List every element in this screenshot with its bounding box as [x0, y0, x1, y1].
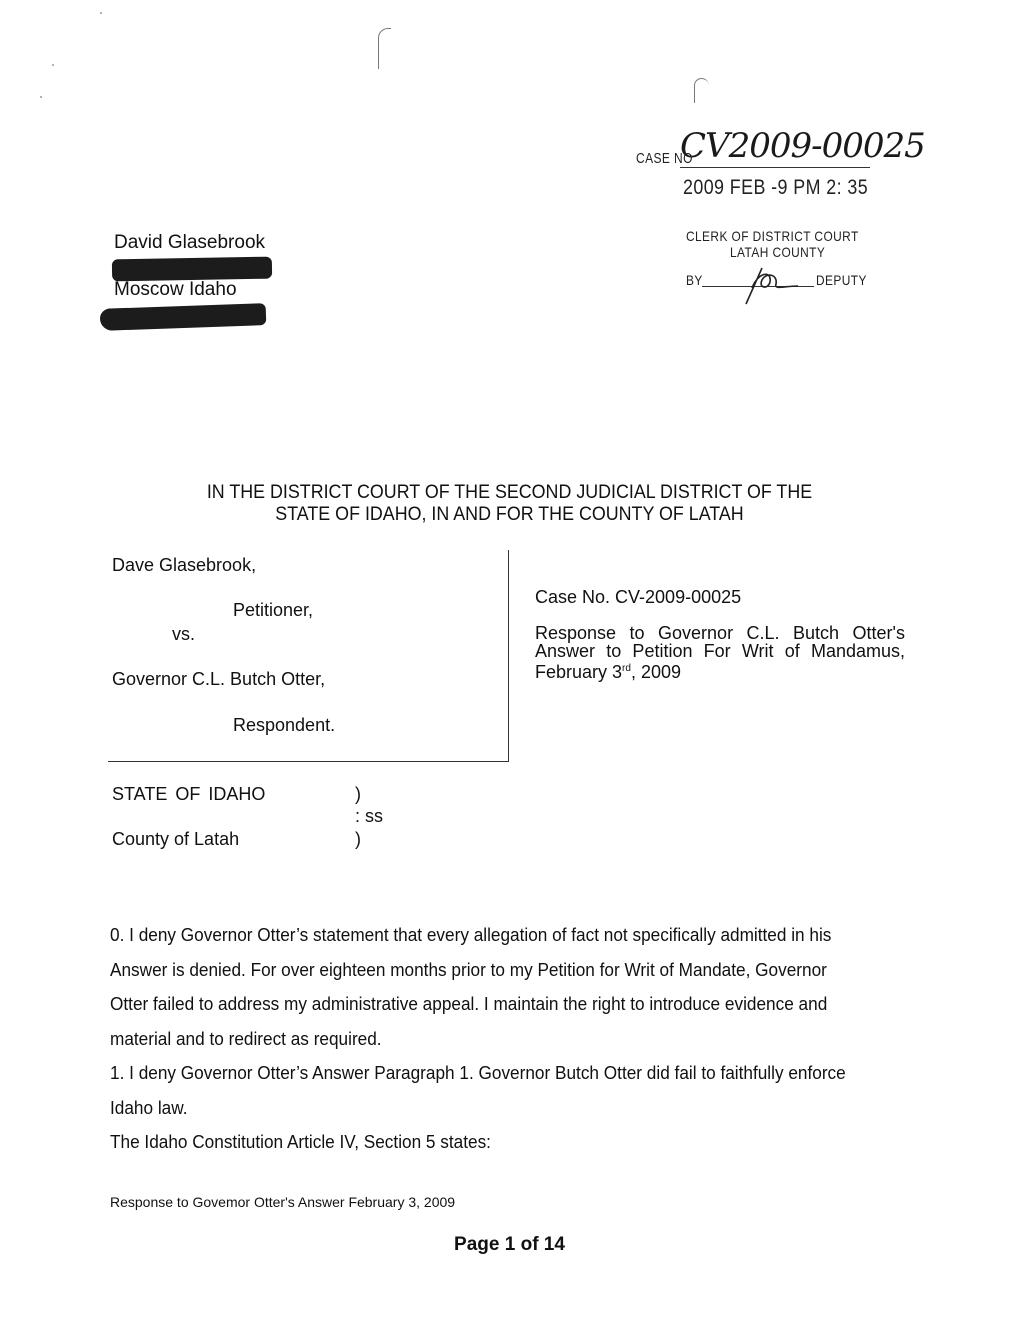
scan-speck — [40, 96, 42, 98]
scan-speck — [52, 64, 54, 66]
venue-paren-bottom: ) — [355, 829, 361, 849]
scan-hole-mark — [694, 78, 709, 103]
page-number: Page 1 of 14 — [454, 1234, 565, 1255]
paragraph-0: 0. I deny Governor Otter’s statement that every allegation of fact not specifically admitted in his Answer is denied. For over eighteen months prior to my Petition for Writ of Mandate, Governor Otter failed to address my administrative appeal. I maintain the right to introduce evidence and material and to redirect as required. — [110, 924, 832, 1049]
paragraph-1: 1. I deny Governor Otter’s Answer Paragraph 1. Governor Butch Otter did fail to faithfully enforce Idaho law. — [110, 1062, 846, 1118]
versus-label: vs. — [172, 624, 196, 644]
redaction-bar — [100, 303, 267, 331]
caption-divider-vertical — [508, 550, 509, 762]
clerk-line-1: CLERK OF DISTRICT COURT — [686, 228, 859, 244]
respondent-role: Respondent. — [233, 715, 336, 735]
petitioner-role: Petitioner, — [233, 600, 314, 620]
case-no-handwritten: CV2009-00025 — [680, 126, 925, 166]
case-no-underline — [680, 167, 870, 168]
petitioner-name: Dave Glasebrook, — [112, 555, 257, 575]
document-title-main: Response to Governor C.L. Butch Otter's Answer to Petition For Writ of Mandamus, February 3 — [535, 623, 905, 682]
venue-ss: : ss — [355, 806, 384, 826]
filer-name: David Glasebrook — [114, 232, 266, 253]
footer-running-title: Response to Govemor Otter's Answer February 3, 2009 — [110, 1194, 456, 1210]
venue-state: STATE OF IDAHO — [112, 784, 266, 804]
clerk-line-2: LATAH COUNTY — [730, 244, 826, 260]
case-number: Case No. CV-2009-00025 — [535, 587, 742, 607]
scan-speck — [100, 12, 102, 14]
scan-hole-mark — [378, 28, 391, 69]
filed-date-stamp: 2009 FEB -9 PM 2: 35 — [683, 176, 869, 199]
body-text — [110, 918, 854, 1160]
case-no-label: CASE NO — [636, 150, 693, 167]
by-label: BY — [686, 272, 703, 288]
caption-divider-horizontal — [108, 761, 508, 762]
redaction-bar — [112, 257, 272, 282]
deputy-signature — [732, 262, 802, 308]
document-title-year: , 2009 — [630, 662, 681, 682]
court-caption-line-2: STATE OF IDAHO, IN AND FOR THE COUNTY OF LATAH — [275, 504, 744, 525]
court-caption-line-1: IN THE DISTRICT COURT OF THE SECOND JUDICIAL DISTRICT OF THE — [206, 482, 813, 503]
venue-county: County of Latah — [112, 829, 240, 849]
document-title — [535, 624, 905, 681]
respondent-name: Governor C.L. Butch Otter, — [112, 669, 326, 689]
paragraph-2: The Idaho Constitution Article IV, Section 5 states: — [110, 1131, 491, 1152]
filer-city: Moscow Idaho — [114, 279, 237, 300]
deputy-label: DEPUTY — [816, 272, 867, 288]
court-caption — [31, 482, 989, 526]
document-title-ordinal: rd — [622, 663, 631, 674]
venue-paren-top: ) — [355, 784, 361, 804]
